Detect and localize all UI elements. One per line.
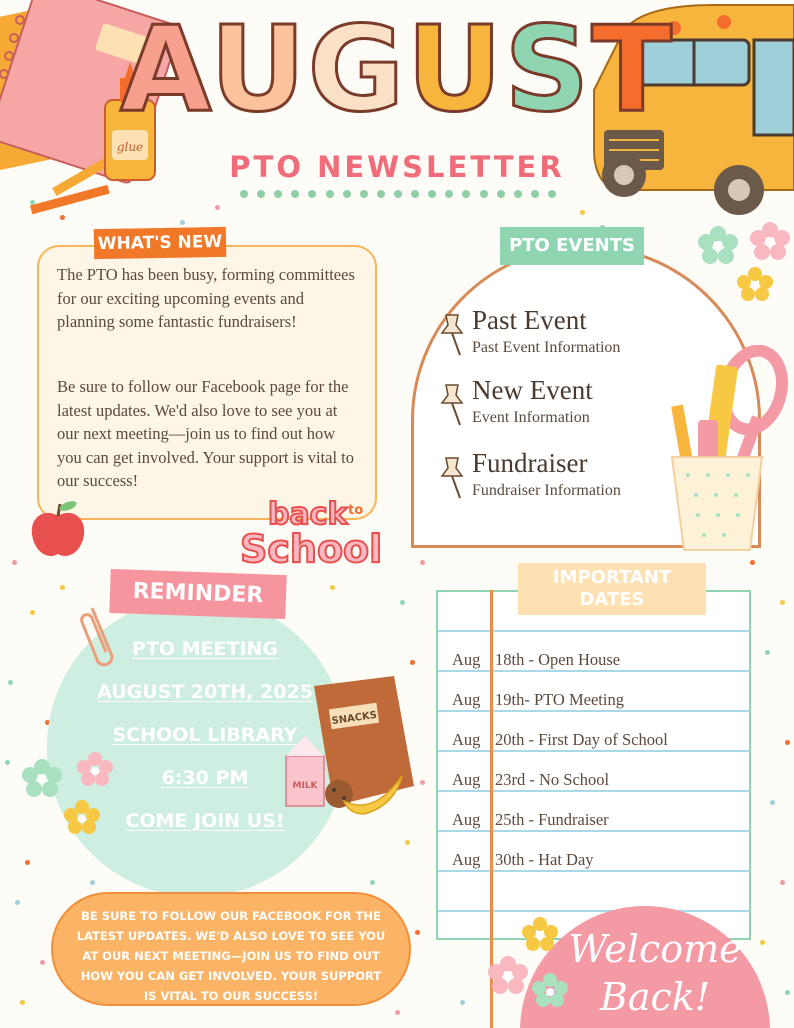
back-text: back (268, 497, 348, 532)
title-letter: A (120, 0, 210, 138)
confetti-dot (25, 860, 30, 865)
date-month: Aug (452, 770, 481, 789)
confetti-dot (395, 1010, 400, 1015)
title-letter: S (504, 0, 592, 138)
confetti-dot (370, 880, 375, 885)
facebook-note: BE SURE TO FOLLOW OUR FACEBOOK FOR THE LATEST UPDATES. WE'D ALSO LOVE TO SEE YOU AT OUR NEXT MEETING—JOIN US TO FIND OUT HOW YOU CAN GET INVOLVED. YOUR SUPPORT IS VITAL TO OUR SUCCESS! (51, 892, 411, 1006)
reminder-line: SCHOOL LIBRARY (112, 724, 298, 746)
confetti-dot (780, 880, 785, 885)
page-title (0, 0, 794, 138)
snacks-illustration (284, 676, 424, 821)
important-dates-tag-line1: IMPORTANT (552, 567, 672, 588)
whats-new-paragraph-2: Be sure to follow our Facebook page for the latest updates. We'd also love to see you at our next meeting—join us to find out how you can get involved. Your support is vital to our success! (57, 377, 354, 490)
date-event: 23rd - No School (495, 770, 610, 789)
flower-decoration (488, 912, 578, 1012)
confetti-dot (30, 610, 35, 615)
paperclip-icon (78, 600, 124, 674)
event-title: New Event (472, 375, 593, 405)
confetti-dot (460, 1000, 465, 1005)
title-letter: U (406, 0, 505, 138)
glue-label: glue (116, 140, 144, 154)
date-event: 19th- PTO Meeting (495, 690, 624, 709)
snacks-label: SNACKS (330, 709, 378, 728)
whats-new-paragraph-1: The PTO has been busy, forming committees for our exciting upcoming events and planning some fantastic fundraisers! (57, 265, 355, 331)
confetti-dot (15, 900, 20, 905)
confetti-dot (330, 585, 335, 590)
confetti-dot (770, 800, 775, 805)
confetti-dot (12, 560, 17, 565)
pushpin-icon (440, 311, 466, 357)
event-info: Past Event Information (472, 339, 621, 356)
important-dates-tag (518, 563, 706, 615)
pushpin-icon (440, 381, 466, 427)
confetti-dot (785, 740, 790, 745)
confetti-dot (415, 930, 420, 935)
event-title: Past Event (472, 305, 587, 335)
confetti-dot (765, 650, 770, 655)
apple-icon (26, 498, 90, 562)
confetti-dot (405, 840, 410, 845)
important-dates-tag-line2: DATES (579, 589, 645, 610)
dot-divider (240, 190, 556, 200)
reminder-line: COME JOIN US! (125, 810, 285, 832)
pushpin-icon (440, 454, 466, 500)
confetti-dot (215, 205, 220, 210)
date-month: Aug (452, 850, 481, 869)
date-month: Aug (452, 810, 481, 829)
confetti-dot (410, 660, 415, 665)
date-event: 20th - First Day of School (495, 730, 668, 749)
to-text: to (348, 503, 364, 518)
confetti-dot (750, 560, 755, 565)
event-info: Fundraiser Information (472, 482, 621, 499)
welcome-line-1: Welcome (568, 927, 742, 971)
confetti-dot (90, 880, 95, 885)
reminder-tag: REMINDER (109, 569, 286, 619)
pto-events-tag: PTO EVENTS (500, 227, 644, 265)
important-dates-notebook (436, 590, 751, 940)
date-event: 30th - Hat Day (495, 850, 594, 869)
reminder-line: AUGUST 20TH, 2025 (97, 681, 313, 703)
milk-label: MILK (292, 781, 318, 791)
date-month: Aug (452, 690, 481, 709)
event-title: Fundraiser (472, 448, 588, 478)
welcome-line-2: Back! (599, 975, 711, 1019)
confetti-dot (5, 760, 10, 765)
pencil-cup-illustration (668, 345, 794, 560)
confetti-dot (785, 990, 790, 995)
confetti-dot (780, 600, 785, 605)
school-text: School (240, 527, 383, 571)
date-event: 25th - Fundraiser (495, 810, 609, 829)
page-subtitle: PTO NEWSLETTER (229, 150, 565, 184)
title-letter: T (591, 0, 674, 138)
confetti-dot (60, 585, 65, 590)
back-to-school-sticker (238, 492, 398, 572)
confetti-dot (420, 560, 425, 565)
date-month: Aug (452, 730, 481, 749)
whats-new-tag: WHAT'S NEW (94, 227, 227, 259)
title-letter: U (209, 0, 308, 138)
confetti-dot (400, 600, 405, 605)
reminder-line: 6:30 PM (161, 767, 249, 789)
confetti-dot (8, 680, 13, 685)
event-info: Event Information (472, 409, 590, 426)
date-month: Aug (452, 650, 481, 669)
confetti-dot (20, 1000, 25, 1005)
confetti-dot (760, 940, 765, 945)
title-letter: G (307, 0, 407, 138)
confetti-dot (40, 960, 45, 965)
welcome-back-text (560, 925, 750, 1021)
flower-decoration (20, 745, 120, 840)
date-event: 18th - Open House (495, 650, 621, 669)
reminder-line: PTO MEETING (131, 638, 279, 660)
